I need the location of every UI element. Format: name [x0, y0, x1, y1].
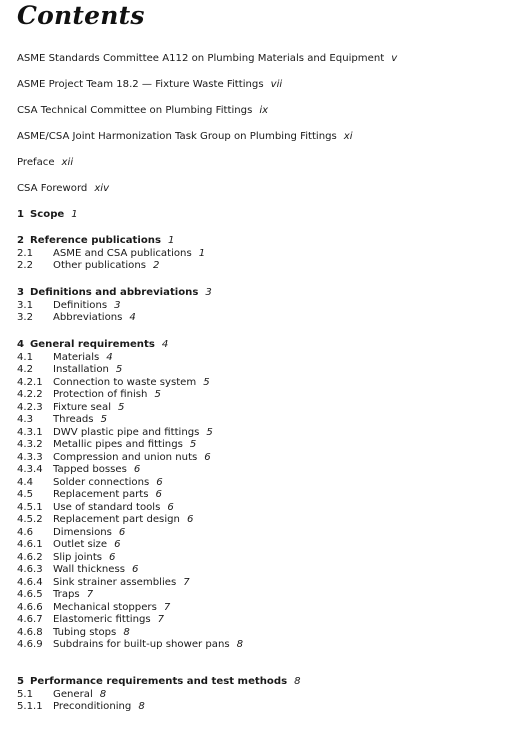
toc-page-number: 6 [132, 564, 139, 575]
toc-page-number: 3 [114, 299, 121, 311]
toc-entry-number: 4.6.9 [17, 639, 43, 650]
toc-entry-text: Dimensions 6 [53, 526, 126, 538]
toc-page-number: 7 [163, 601, 171, 613]
toc-section-number: 3 [17, 287, 25, 298]
toc-page-number: 5 [154, 389, 161, 400]
toc-page-number: 5 [118, 401, 125, 413]
toc-front-matter-entry[interactable] [17, 52, 397, 65]
toc-entry-number: 4.6.7 [17, 614, 43, 625]
toc-section-number: 5 [17, 676, 25, 687]
toc-entry-text: Replacement parts 6 [53, 489, 162, 500]
toc-entry-number: 4.6.1 [17, 539, 43, 550]
toc-entry-number: 2.2 [17, 260, 34, 271]
toc-page-number: 7 [86, 589, 94, 600]
toc-entry-text: Use of standard tools 6 [53, 501, 174, 513]
toc-section-title: Scope 1 [30, 209, 78, 220]
toc-entry-text: DWV plastic pipe and fittings 5 [53, 426, 213, 438]
toc-entry-number: 4.3.1 [17, 426, 43, 438]
toc-page-number: 8 [236, 639, 244, 650]
toc-entry-text: Threads 5 [53, 414, 107, 425]
toc-entry-text: Wall thickness 6 [53, 564, 139, 575]
toc-page-number: xi [343, 131, 353, 142]
toc-entry-text: Fixture seal 5 [53, 401, 125, 413]
toc-entry-number: 5.1 [17, 688, 34, 700]
toc-entry-text: CSA Foreword [17, 183, 88, 194]
toc-front-matter-entry[interactable] [17, 156, 73, 169]
toc-entry-text: Replacement part design 6 [53, 514, 194, 525]
toc-entry-text: Sink strainer assemblies 7 [53, 576, 190, 588]
toc-entry-number: 4.6.3 [17, 564, 43, 575]
toc-entry-number: 4.2.1 [17, 376, 43, 388]
toc-page-number: 3 [205, 287, 212, 298]
toc-page-number: 2 [153, 260, 160, 271]
toc-page-number: 7 [157, 614, 165, 625]
toc-entry-text: ASME Standards Committee A112 on Plumbing Materials and Equipment [17, 53, 385, 64]
toc-section-title: Performance requirements and test methods 8 [30, 676, 301, 687]
toc-page-number: 1 [71, 209, 78, 220]
toc-entry-number: 4.6.2 [17, 551, 43, 563]
page-title: Contents [17, 1, 145, 30]
toc-page-number: 5 [206, 426, 213, 438]
toc-page-number: 1 [167, 235, 175, 246]
toc-page-number: 6 [133, 464, 141, 475]
toc-page-number: 4 [106, 351, 113, 363]
toc-entry-text: Preface [17, 157, 55, 168]
toc-page-number: 6 [204, 451, 211, 463]
toc-entry-text: Preconditioning 8 [53, 701, 145, 712]
toc-section-title: General requirements 4 [30, 339, 169, 350]
toc-page-number: 4 [129, 312, 136, 323]
toc-page-number: 5 [203, 376, 210, 388]
toc-entry-text: Slip joints 6 [53, 551, 116, 563]
toc-page-number: 7 [183, 576, 190, 588]
toc-page-number: 6 [114, 539, 121, 550]
toc-entry-text: ASME and CSA publications 1 [53, 247, 206, 259]
toc-entry-number: 4.3 [17, 414, 34, 425]
toc-page-number: 8 [138, 701, 145, 712]
toc-page-number: 5 [115, 364, 123, 375]
toc-page-number: 6 [118, 526, 126, 538]
toc-front-matter-entry[interactable] [17, 130, 353, 143]
toc-page-number: vii [270, 79, 283, 90]
toc-entry-text: Subdrains for built-up shower pans 8 [53, 639, 244, 650]
toc-entry-number: 4.6 [17, 526, 34, 538]
toc-entry-text: Definitions 3 [53, 299, 121, 311]
toc-entry-text: Connection to waste system 5 [53, 376, 210, 388]
toc-page-number: v [391, 53, 398, 64]
toc-entry-number: 3.2 [17, 312, 34, 323]
toc-page-number: 8 [123, 626, 130, 638]
toc-page-number: 6 [186, 514, 194, 525]
toc-entry-number: 4.6.4 [17, 576, 43, 588]
toc-entry-text: Installation 5 [53, 364, 123, 375]
toc-front-matter-entry[interactable] [17, 182, 109, 195]
toc-entry-number: 4.5.2 [17, 514, 43, 525]
toc-section-number: 1 [17, 209, 25, 220]
toc-entry-number: 4.1 [17, 351, 34, 363]
toc-section-number: 2 [17, 235, 25, 246]
toc-entry-text: Mechanical stoppers 7 [53, 601, 171, 613]
toc-entry-text: Materials 4 [53, 351, 113, 363]
toc-front-matter-entry[interactable] [17, 78, 282, 91]
toc-page-number: xiv [94, 183, 110, 194]
toc-entry-text: ASME Project Team 18.2 — Fixture Waste Fittings [17, 79, 264, 90]
toc-entry-number: 3.1 [17, 299, 34, 311]
toc-page-number: 8 [99, 688, 107, 700]
toc-entry-number: 4.5.1 [17, 501, 43, 513]
toc-section-number: 4 [17, 339, 25, 350]
toc-page-number: 4 [161, 339, 169, 350]
toc-entry-number: 4.2.3 [17, 401, 43, 413]
toc-entry-number: 4.4 [17, 476, 34, 488]
toc-entry-text: Protection of finish 5 [53, 389, 161, 400]
toc-entry-number: 4.3.3 [17, 451, 43, 463]
toc-page-number: 6 [167, 501, 174, 513]
toc-entry-number: 4.3.2 [17, 439, 43, 450]
toc-page-number: ix [259, 105, 269, 116]
toc-entry-number: 2.1 [17, 247, 34, 259]
toc-entry-number: 4.3.4 [17, 464, 43, 475]
toc-entry-text: Abbreviations 4 [53, 312, 136, 323]
toc-page-number: 6 [155, 489, 162, 500]
toc-entry-text: Tubing stops 8 [53, 626, 130, 638]
toc-entry-text: Tapped bosses 6 [53, 464, 141, 475]
toc-page-number: 6 [109, 551, 116, 563]
toc-entry-number: 4.2 [17, 364, 34, 375]
toc-page-number: 5 [189, 439, 197, 450]
toc-section-title: Definitions and abbreviations 3 [30, 287, 212, 298]
toc-entry-number: 4.5 [17, 489, 34, 500]
toc-entry-text: Solder connections 6 [53, 476, 163, 488]
toc-entry-number: 4.6.6 [17, 601, 43, 613]
toc-page-number: 5 [100, 414, 107, 425]
toc-entry-text: Elastomeric fittings 7 [53, 614, 165, 625]
toc-entry-number: 5.1.1 [17, 701, 43, 712]
toc-entry-text: Outlet size 6 [53, 539, 121, 550]
toc-section-title: Reference publications 1 [30, 235, 175, 246]
toc-front-matter-entry[interactable] [17, 104, 268, 117]
toc-entry-text: Traps 7 [53, 589, 94, 600]
toc-entry-number: 4.6.8 [17, 626, 43, 638]
toc-entry-text: Metallic pipes and fittings 5 [53, 439, 197, 450]
toc-entry-number: 4.6.5 [17, 589, 43, 600]
toc-page-number: 8 [294, 676, 301, 687]
toc-entry-text: Compression and union nuts 6 [53, 451, 211, 463]
toc-entry-number: 4.2.2 [17, 389, 43, 400]
toc-page-number: xii [61, 157, 74, 168]
toc-entry-text: ASME/CSA Joint Harmonization Task Group on Plumbing Fittings [17, 131, 337, 142]
toc-page-number: 6 [156, 476, 163, 488]
toc-entry-text: CSA Technical Committee on Plumbing Fittings [17, 105, 253, 116]
toc-page-number: 1 [198, 247, 206, 259]
toc-entry-text: General 8 [53, 688, 107, 700]
toc-entry-text: Other publications 2 [53, 260, 160, 271]
